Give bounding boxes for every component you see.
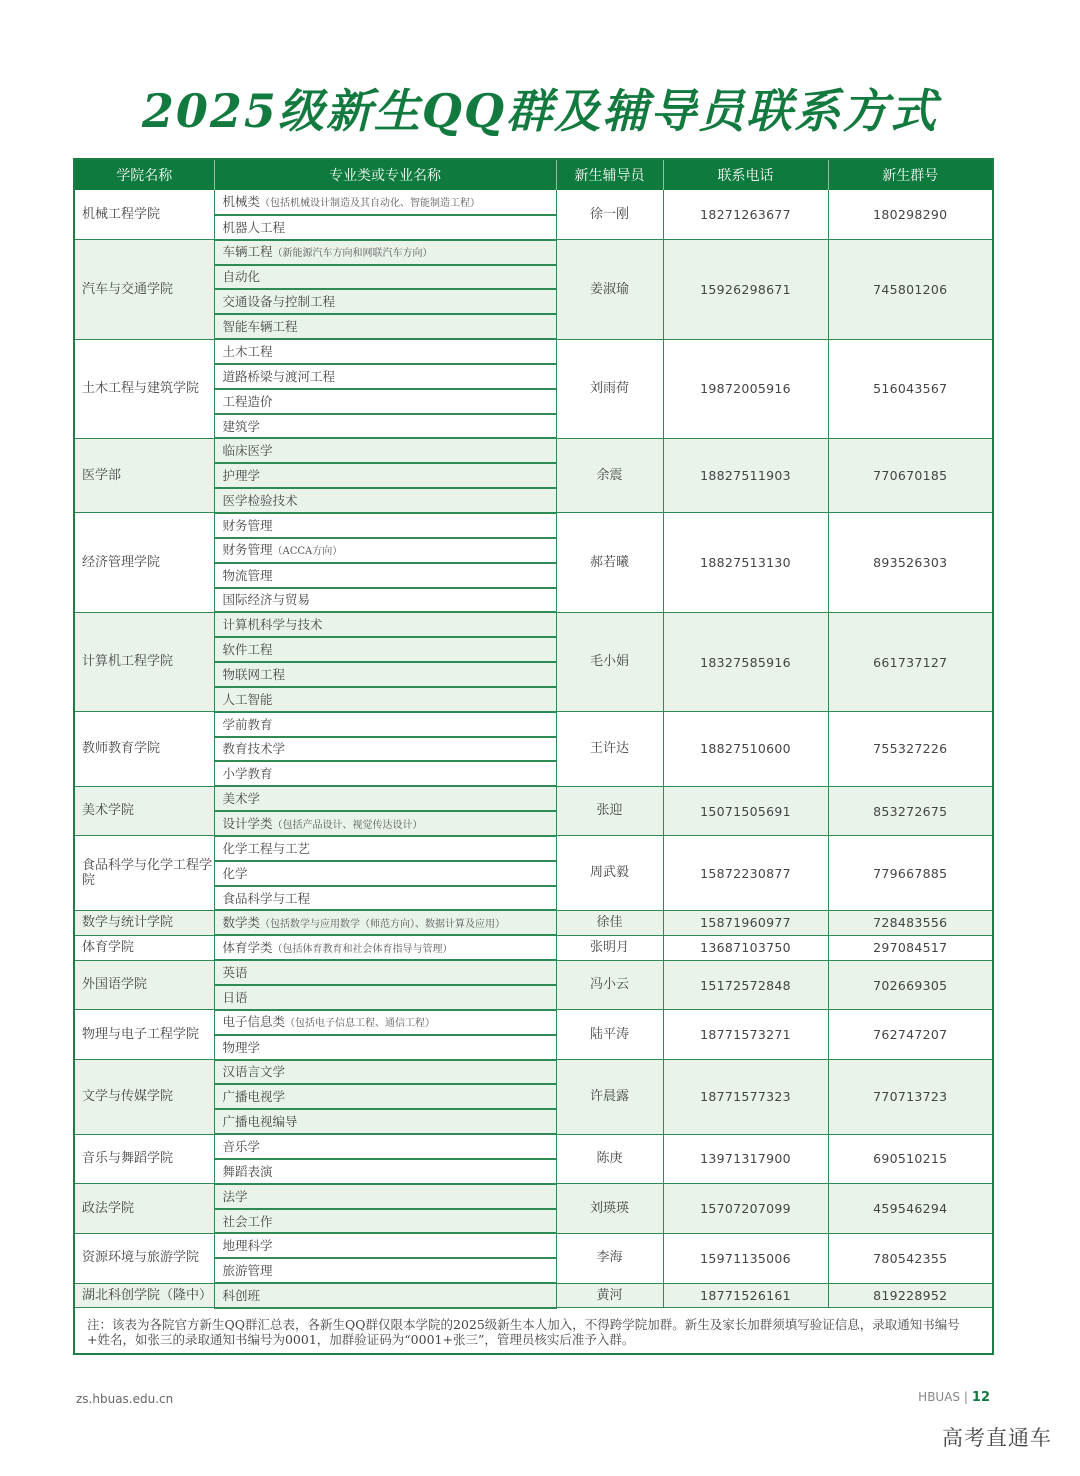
major-label: 英语 [222,965,248,981]
counselor-name: 徐一刚 [556,190,663,240]
qq-group-number: 770713723 [828,1060,993,1135]
major-name [214,811,556,836]
major-label: 法学 [222,1188,248,1204]
major-label: 汉语言文学 [222,1064,286,1080]
table-row [74,786,993,811]
phone-number: 15707207099 [663,1184,828,1234]
footer-page-marker [918,1390,990,1405]
footer-brand: HBUAS | [918,1390,968,1404]
table-row [74,910,993,935]
major-name [214,935,556,960]
major-label: 临床医学 [222,443,273,459]
major-label: 广播电视学 [222,1089,286,1105]
college-name: 物理与电子工程学院 [74,1010,214,1060]
major-name [214,1209,556,1234]
college-name: 政法学院 [74,1184,214,1234]
major-name [214,588,556,613]
major-name [214,364,556,389]
major-name [214,836,556,861]
major-name [214,985,556,1010]
header-phone: 联系电话 [663,159,828,190]
qq-group-number: 755327226 [828,712,993,787]
header-major: 专业类或专业名称 [214,159,556,190]
table-header-row [74,159,993,190]
major-note: （包括产品设计、视觉传达设计） [272,819,423,831]
major-note: （ACCA方向） [272,546,343,558]
footer-url[interactable]: zs.hbuas.edu.cn [76,1392,174,1406]
header-counselor: 新生辅导员 [556,159,663,190]
qq-group-number: 459546294 [828,1184,993,1234]
major-label: 机械类 [222,193,261,209]
table-row [74,712,993,737]
table-row [74,935,993,960]
major-label: 建筑学 [222,418,261,434]
major-label: 物流管理 [222,567,273,583]
major-label: 学前教育 [222,716,273,732]
counselor-name: 刘雨荷 [556,339,663,438]
header-group: 新生群号 [828,159,993,190]
major-name [214,1109,556,1134]
major-name [214,563,556,588]
phone-number: 15971135006 [663,1233,828,1283]
college-name: 计算机工程学院 [74,612,214,711]
major-label: 车辆工程 [222,244,273,260]
phone-number: 18827510600 [663,712,828,787]
counselor-name: 张明月 [556,935,663,960]
college-name: 食品科学与化学工程学院 [74,836,214,911]
major-label: 教育技术学 [222,741,286,757]
major-name [214,1283,556,1308]
major-name [214,1035,556,1060]
college-name: 经济管理学院 [74,513,214,612]
major-name [214,1159,556,1184]
major-name [214,414,556,439]
major-label: 自动化 [222,269,261,285]
table-row [74,1010,993,1035]
major-name [214,1010,556,1035]
major-name [214,463,556,488]
table-row [74,438,993,463]
counselor-name: 陈庚 [556,1134,663,1184]
major-name [214,538,556,563]
major-name [214,438,556,463]
table-row [74,339,993,364]
major-label: 护理学 [222,468,261,484]
qq-group-number: 690510215 [828,1134,993,1184]
major-note: （包括机械设计制造及其自动化、智能制造工程） [260,197,481,209]
major-label: 社会工作 [222,1213,273,1229]
header-college: 学院名称 [74,159,214,190]
major-name [214,687,556,712]
major-label: 体育学类 [222,939,273,955]
counselor-name: 张迎 [556,786,663,836]
table-row [74,1233,993,1258]
major-label: 财务管理 [222,517,273,533]
major-note: （包括体育教育和社会体育指导与管理） [272,943,453,955]
phone-number: 18771577323 [663,1060,828,1135]
college-name: 医学部 [74,438,214,513]
phone-number: 18271263677 [663,190,828,240]
college-name: 资源环境与旅游学院 [74,1233,214,1283]
counselor-name: 徐佳 [556,910,663,935]
qq-group-number: 297084517 [828,935,993,960]
watermark-text: 高考直通车 [942,1426,1052,1450]
major-name [214,289,556,314]
major-label: 工程造价 [222,393,273,409]
qq-group-number: 728483556 [828,910,993,935]
major-name [214,662,556,687]
major-label: 美术学 [222,791,261,807]
qq-group-number: 780542355 [828,1233,993,1283]
major-label: 旅游管理 [222,1263,273,1279]
phone-number: 18327585916 [663,612,828,711]
major-label: 食品科学与工程 [222,890,311,906]
major-name [214,1233,556,1258]
college-name: 体育学院 [74,935,214,960]
major-label: 人工智能 [222,691,273,707]
major-note: （包括数学与应用数学（师范方向）、数据计算及应用） [260,918,506,930]
qq-group-number: 770670185 [828,438,993,513]
phone-number: 13971317900 [663,1134,828,1184]
college-name: 外国语学院 [74,960,214,1010]
major-label: 地理科学 [222,1238,273,1254]
major-name [214,389,556,414]
major-name [214,786,556,811]
table-row [74,513,993,538]
table-row [74,240,993,265]
major-label: 国际经济与贸易 [222,592,311,608]
college-name: 汽车与交通学院 [74,240,214,339]
table-row [74,1134,993,1159]
major-label: 物理学 [222,1039,261,1055]
counselor-name: 冯小云 [556,960,663,1010]
college-name: 土木工程与建筑学院 [74,339,214,438]
major-name [214,712,556,737]
major-label: 软件工程 [222,642,273,658]
major-name [214,190,556,215]
college-name: 美术学院 [74,786,214,836]
counselor-name: 毛小娟 [556,612,663,711]
major-label: 智能车辆工程 [222,319,298,335]
phone-number: 15872230877 [663,836,828,911]
qq-group-number: 853272675 [828,786,993,836]
contact-table [73,158,994,1355]
major-name [214,886,556,911]
qq-group-number: 819228952 [828,1283,993,1308]
major-label: 科创班 [222,1288,261,1304]
major-name [214,339,556,364]
college-name: 教师教育学院 [74,712,214,787]
major-name [214,1084,556,1109]
major-label: 机器人工程 [222,219,286,235]
phone-number: 15926298671 [663,240,828,339]
phone-number: 15071505691 [663,786,828,836]
counselor-name: 余震 [556,438,663,513]
table-row [74,836,993,861]
page-number: 12 [971,1390,990,1405]
major-label: 计算机科学与技术 [222,617,323,633]
counselor-name: 姜淑瑜 [556,240,663,339]
phone-number: 18827511903 [663,438,828,513]
major-label: 财务管理 [222,542,273,558]
major-name [214,1258,556,1283]
major-name [214,215,556,240]
major-note: （包括电子信息工程、通信工程） [285,1018,436,1030]
qq-group-number: 661737127 [828,612,993,711]
major-name [214,240,556,265]
major-label: 化学 [222,865,248,881]
counselor-name: 黄河 [556,1283,663,1308]
qq-group-number: 779667885 [828,836,993,911]
table-row [74,612,993,637]
major-label: 交通设备与控制工程 [222,294,336,310]
counselor-name: 周武毅 [556,836,663,911]
major-label: 医学检验技术 [222,493,298,509]
major-name [214,861,556,886]
qq-group-number: 745801206 [828,240,993,339]
major-label: 化学工程与工艺 [222,840,311,856]
major-name [214,314,556,339]
counselor-name: 许晨露 [556,1060,663,1135]
phone-number: 18827513130 [663,513,828,612]
major-label: 土木工程 [222,343,273,359]
table-body [74,190,993,1308]
qq-group-number: 893526303 [828,513,993,612]
counselor-name: 李海 [556,1233,663,1283]
major-label: 设计学类 [222,815,273,831]
major-name [214,1134,556,1159]
counselor-name: 陆平涛 [556,1010,663,1060]
major-name [214,488,556,513]
phone-number: 15871960977 [663,910,828,935]
counselor-name: 刘瑛瑛 [556,1184,663,1234]
major-name [214,265,556,290]
phone-number: 15172572848 [663,960,828,1010]
major-name [214,513,556,538]
major-name [214,761,556,786]
phone-number: 13687103750 [663,935,828,960]
college-name: 文学与传媒学院 [74,1060,214,1135]
major-name [214,737,556,762]
table-row [74,190,993,215]
major-label: 广播电视编导 [222,1114,298,1130]
table-row [74,1060,993,1085]
major-label: 小学教育 [222,766,273,782]
counselor-name: 王许达 [556,712,663,787]
page-title: 2025级新生QQ群及辅导员联系方式 [141,84,939,138]
counselor-name: 郝若曦 [556,513,663,612]
qq-group-number: 180298290 [828,190,993,240]
major-name [214,910,556,935]
major-name [214,960,556,985]
college-name: 湖北科创学院（隆中） [74,1283,214,1308]
table-row [74,960,993,985]
major-name [214,1060,556,1085]
college-name: 音乐与舞蹈学院 [74,1134,214,1184]
major-label: 日语 [222,989,248,1005]
major-name [214,637,556,662]
phone-number: 18771573271 [663,1010,828,1060]
phone-number: 19872005916 [663,339,828,438]
college-name: 机械工程学院 [74,190,214,240]
major-label: 道路桥梁与渡河工程 [222,368,336,384]
major-name [214,612,556,637]
phone-number: 18771526161 [663,1283,828,1308]
qq-group-number: 516043567 [828,339,993,438]
table-row [74,1184,993,1209]
major-label: 音乐学 [222,1138,261,1154]
table-row [74,1283,993,1308]
college-name: 数学与统计学院 [74,910,214,935]
major-label: 物联网工程 [222,666,286,682]
major-name [214,1184,556,1209]
major-note: （新能源汽车方向和网联汽车方向） [272,248,433,260]
table-note: 注：该表为各院官方新生QQ群汇总表，各新生QQ群仅限本学院的2025级新生本人加入，不得跨学院加群。新生及家长加群须填写验证信息，录取通知书编号+姓名，如张三的录取通知书编号为0001，加群验证码为“0001+张三”，管理员核实后准予入群。 [74,1308,993,1354]
major-label: 电子信息类 [222,1014,286,1030]
note-row [74,1308,993,1354]
major-label: 数学类 [222,914,261,930]
qq-group-number: 762747207 [828,1010,993,1060]
qq-group-number: 702669305 [828,960,993,1010]
major-label: 舞蹈表演 [222,1163,273,1179]
